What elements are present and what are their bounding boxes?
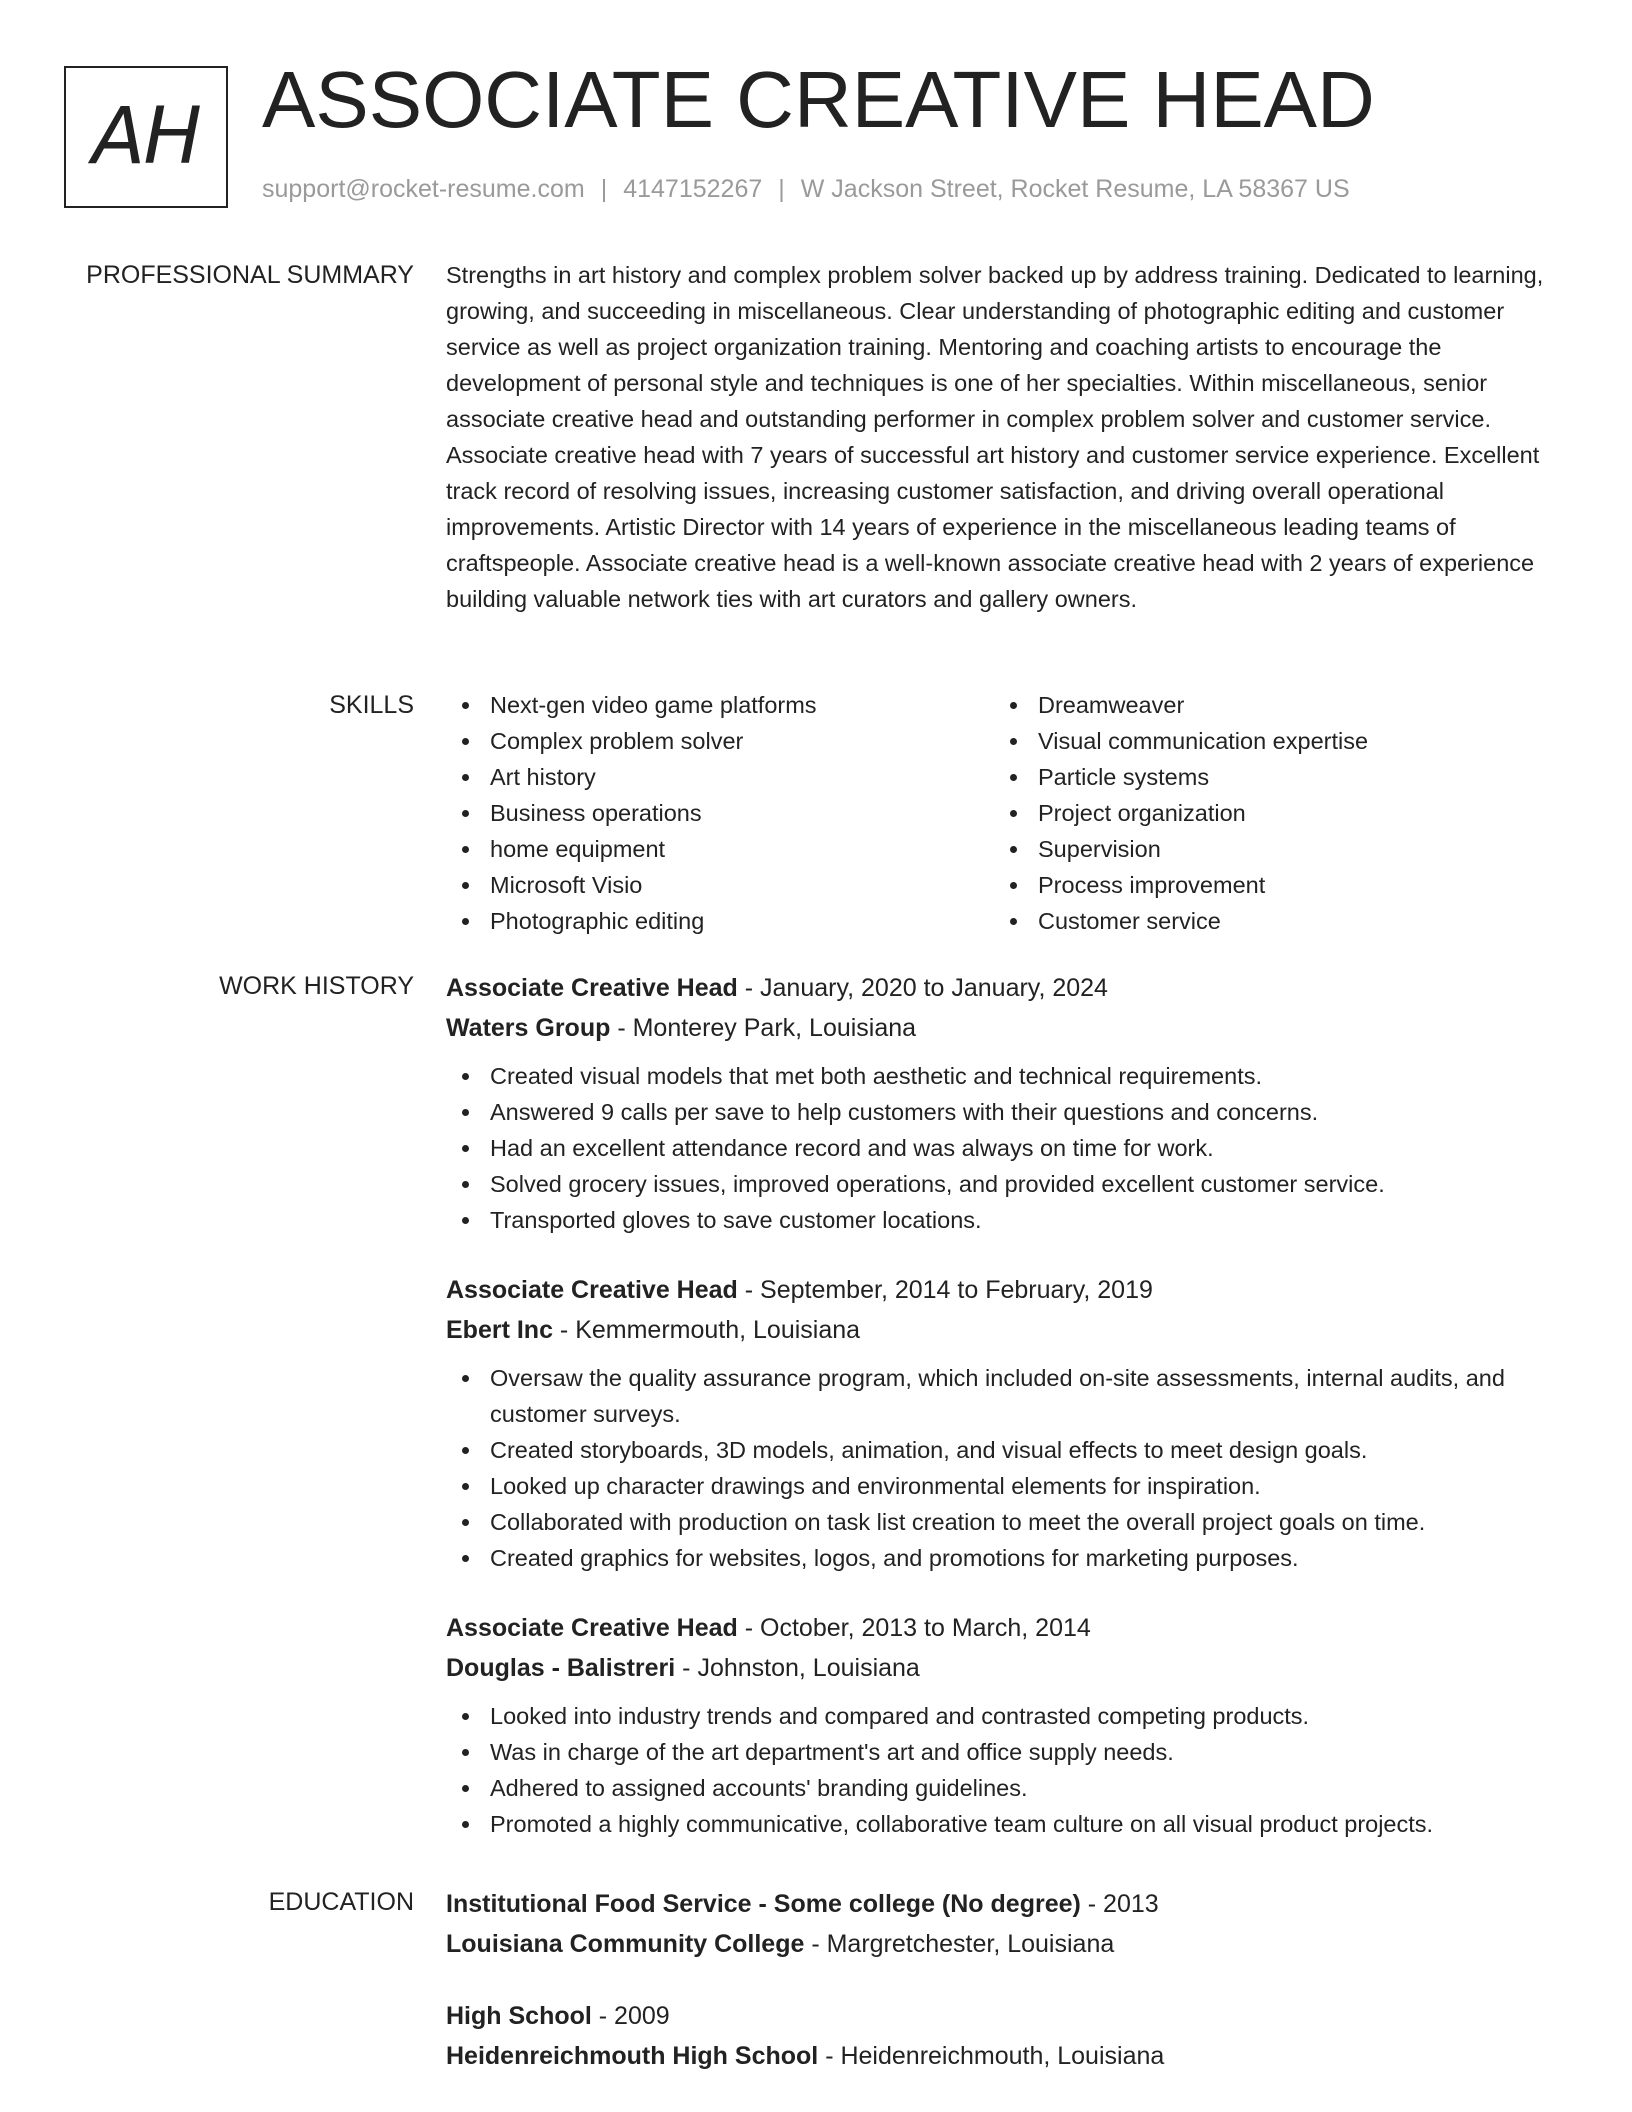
job-company-line — [446, 1008, 1566, 1048]
contact-phone: 4147152267 — [623, 175, 763, 203]
job-duties — [446, 1360, 1566, 1576]
job-duty-item: Transported gloves to save customer locations. — [446, 1202, 1566, 1238]
contact-email: support@rocket-resume.com — [262, 175, 585, 203]
contact-address: W Jackson Street, Rocket Resume, LA 58367 US — [800, 175, 1350, 203]
skills-grid — [446, 687, 1566, 939]
job-duty-item: Created graphics for websites, logos, and promotions for marketing purposes. — [446, 1540, 1566, 1576]
job-duty-item: Solved grocery issues, improved operations, and provided excellent customer service. — [446, 1166, 1566, 1202]
job-location: - Monterey Park, Louisiana — [610, 1014, 917, 1042]
skill-item: Process improvement — [994, 867, 1542, 903]
skill-item: Complex problem solver — [446, 723, 994, 759]
job-location: - Johnston, Louisiana — [675, 1654, 920, 1682]
contact-separator: | — [600, 175, 608, 203]
education-degree: Institutional Food Service - Some college (No degree) — [446, 1890, 1081, 1918]
job-company: Ebert Inc — [446, 1316, 553, 1344]
skill-item: Microsoft Visio — [446, 867, 994, 903]
skill-item: Particle systems — [994, 759, 1542, 795]
job-duty-item: Promoted a highly communicative, collaborative team culture on all visual product projects. — [446, 1806, 1566, 1842]
education-school: Heidenreichmouth High School — [446, 2042, 819, 2070]
skill-item: Visual communication expertise — [994, 723, 1542, 759]
job-dates: - October, 2013 to March, 2014 — [737, 1614, 1091, 1642]
skill-item: Photographic editing — [446, 903, 994, 939]
education-entry — [446, 1884, 1566, 1964]
skill-item: Business operations — [446, 795, 994, 831]
skill-item: Customer service — [994, 903, 1542, 939]
education-year: - 2013 — [1080, 1890, 1159, 1918]
education-year: - 2009 — [591, 2002, 670, 2030]
monogram-initials: AH — [91, 92, 200, 182]
job-duty-item: Looked into industry trends and compared and contrasted competing products. — [446, 1698, 1566, 1734]
education-list — [446, 1884, 1566, 2108]
summary-label: PROFESSIONAL SUMMARY — [86, 261, 414, 289]
education-entry — [446, 1996, 1566, 2076]
education-location: - Margretchester, Louisiana — [804, 1930, 1115, 1958]
skill-item: Art history — [446, 759, 994, 795]
skills-column-left — [446, 687, 994, 939]
job-entry — [446, 1270, 1566, 1576]
skill-item: home equipment — [446, 831, 994, 867]
job-entry — [446, 968, 1566, 1238]
job-duty-item: Oversaw the quality assurance program, which included on-site assessments, internal audits, and customer surveys. — [446, 1360, 1566, 1432]
contact-separator: | — [778, 175, 785, 203]
education-degree: High School — [446, 2002, 592, 2030]
job-duty-item: Collaborated with production on task list creation to meet the overall project goals on time. — [446, 1504, 1566, 1540]
job-company: Douglas - Balistreri — [446, 1654, 676, 1682]
skills-column-right — [994, 687, 1542, 939]
education-school-line — [446, 2036, 1566, 2076]
job-title: Associate Creative Head — [446, 1614, 738, 1642]
resume-title: ASSOCIATE CREATIVE HEAD — [262, 55, 1375, 144]
skill-item: Next-gen video game platforms — [446, 687, 994, 723]
job-duty-item: Had an excellent attendance record and was always on time for work. — [446, 1130, 1566, 1166]
job-title-line — [446, 1270, 1566, 1310]
job-duty-item: Was in charge of the art department's art and office supply needs. — [446, 1734, 1566, 1770]
job-duty-item: Created storyboards, 3D models, animation, and visual effects to meet design goals. — [446, 1432, 1566, 1468]
job-duties — [446, 1058, 1566, 1238]
job-company-line — [446, 1310, 1566, 1350]
job-company: Waters Group — [446, 1014, 611, 1042]
job-duty-item: Created visual models that met both aesthetic and technical requirements. — [446, 1058, 1566, 1094]
education-location: - Heidenreichmouth, Louisiana — [818, 2042, 1165, 2070]
work-list — [446, 968, 1566, 1874]
job-duties — [446, 1698, 1566, 1842]
skill-item: Dreamweaver — [994, 687, 1542, 723]
job-duty-item: Answered 9 calls per save to help customers with their questions and concerns. — [446, 1094, 1566, 1130]
job-dates: - September, 2014 to February, 2019 — [737, 1276, 1153, 1304]
job-dates: - January, 2020 to January, 2024 — [737, 974, 1108, 1002]
skill-item: Supervision — [994, 831, 1542, 867]
job-title: Associate Creative Head — [446, 1276, 738, 1304]
work-label: WORK HISTORY — [219, 972, 414, 1000]
monogram-box — [64, 66, 228, 208]
education-school: Louisiana Community College — [446, 1930, 805, 1958]
job-location: - Kemmermouth, Louisiana — [552, 1316, 861, 1344]
education-label: EDUCATION — [268, 1888, 414, 1916]
skills-label: SKILLS — [329, 691, 414, 719]
skill-item: Project organization — [994, 795, 1542, 831]
job-company-line — [446, 1648, 1566, 1688]
job-entry — [446, 1608, 1566, 1842]
contact-line — [262, 175, 1350, 204]
education-degree-line — [446, 1884, 1566, 1924]
job-title-line — [446, 1608, 1566, 1648]
education-degree-line — [446, 1996, 1566, 2036]
education-school-line — [446, 1924, 1566, 1964]
job-title: Associate Creative Head — [446, 974, 738, 1002]
summary-text: Strengths in art history and complex problem solver backed up by address training. Dedicated to learning, growing, and succeeding in miscellaneous. Clear understanding of photographic editing and customer service as well as project organization training. Mentoring and coaching artists to encourage the development of personal style and techniques is one of her specialties. Within miscellaneous, senior associate creative head and outstanding performer in complex problem solver and customer service. Associate creative head with 7 years of successful art history and customer service experience. Excellent track record of resolving issues, increasing customer satisfaction, and driving overall operational improvements. Artistic Director with 14 years of experience in the miscellaneous leading teams of craftspeople. Associate creative head is a well-known associate creative head with 2 years of experience building valuable network ties with art curators and gallery owners. — [446, 262, 1544, 612]
job-duty-item: Looked up character drawings and environmental elements for inspiration. — [446, 1468, 1566, 1504]
job-title-line — [446, 968, 1566, 1008]
job-duty-item: Adhered to assigned accounts' branding guidelines. — [446, 1770, 1566, 1806]
